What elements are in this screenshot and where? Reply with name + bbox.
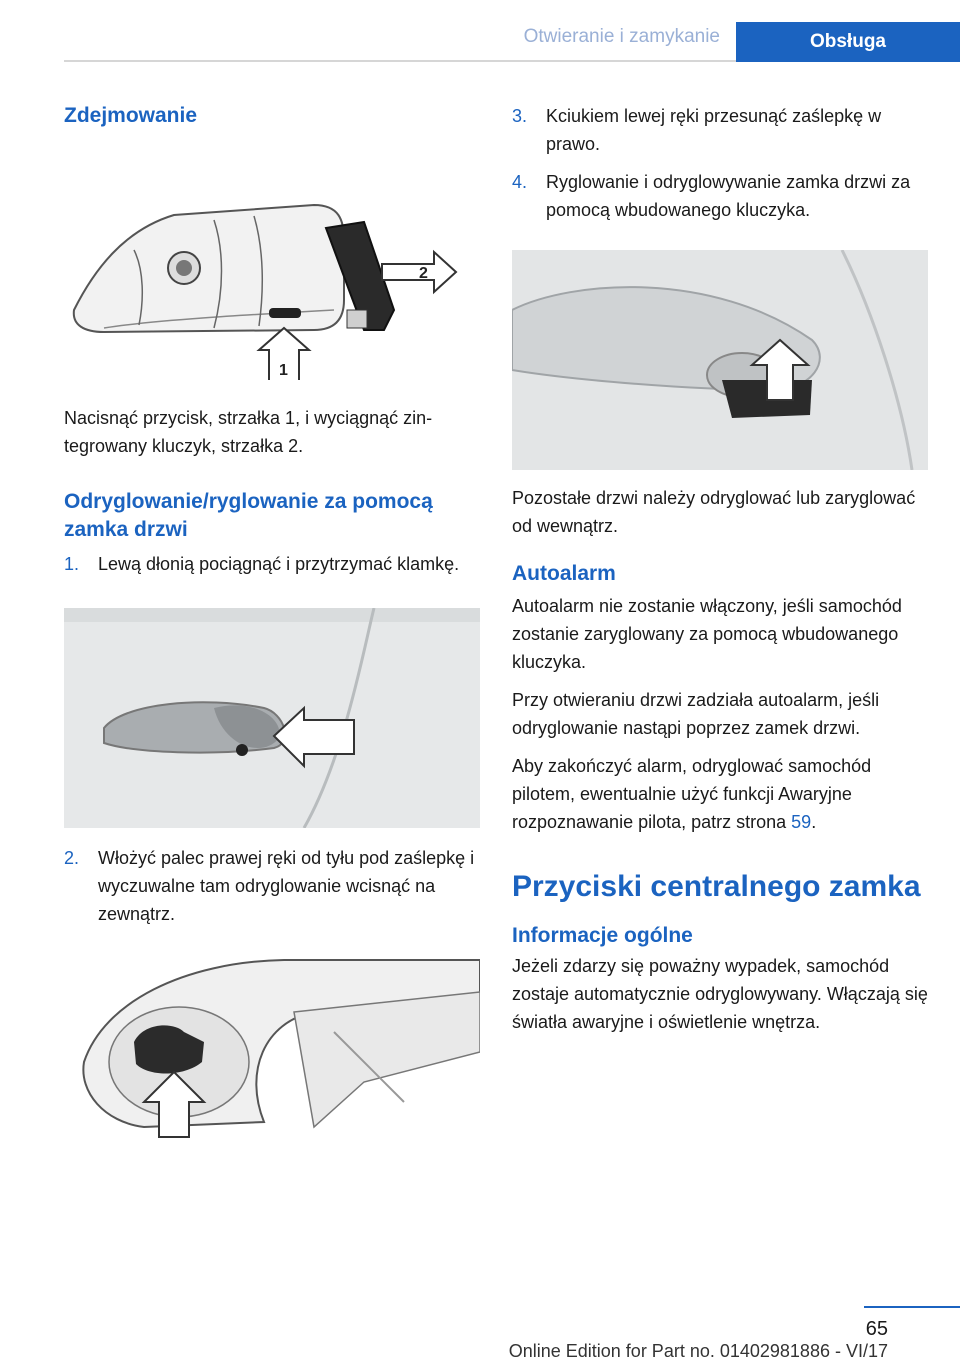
- step-3: [512, 102, 928, 158]
- page-number: 65: [865, 1318, 888, 1340]
- heading-autoalarm: Autoalarm: [512, 562, 616, 585]
- step-3-text: Kciukiem lewej ręki przesunąć zaślepkę w prawo.: [546, 106, 882, 154]
- door-handle-photo: [64, 608, 480, 828]
- step-1-text: Lewą dłonią pociągnąć i przytrzymać klamkę.: [98, 554, 460, 574]
- autoalarm-paragraph-3: [512, 752, 928, 836]
- door-handle-cap-illustration: [64, 952, 480, 1142]
- heading-door-lock: Odryglowanie/ryglowanie za pomocą zamka drzwi: [64, 490, 433, 541]
- heading-general-info: Informacje ogólne: [512, 924, 693, 947]
- heading-central-lock-buttons: Przyciski centralnego zamka: [512, 870, 921, 903]
- footer-rule: [864, 1306, 960, 1308]
- door-lock-key-photo: [512, 250, 928, 470]
- autoalarm-paragraph-3-text: Aby zakończyć alarm, odryglować samochód pilotem, ewentualnie użyć funkcji Awaryjne rozpoznawanie pilota, patrz strona: [512, 756, 872, 832]
- page-reference-link[interactable]: 59: [791, 812, 812, 832]
- fig1-label-2: 2: [419, 265, 428, 282]
- autoalarm-paragraph-3-end: .: [811, 812, 817, 832]
- key-removal-illustration: [64, 160, 480, 380]
- step-2-number: 2.: [64, 848, 80, 868]
- right-column: [512, 100, 928, 1036]
- step-2: [64, 844, 480, 928]
- step-2-text: Włożyć palec prawej ręki od tyłu pod zaślepkę i wyczuwalne tam odryglowanie wcisnąć na zewnątrz.: [98, 848, 475, 924]
- step-1: [64, 550, 480, 578]
- step-1-number: 1.: [64, 554, 80, 574]
- header-tab: Obsługa: [736, 22, 960, 62]
- step-4-text: Ryglowanie i odryglowywanie zamka drzwi za pomocą wbudowanego kluczyka.: [546, 172, 911, 220]
- removal-text: Nacisnąć przycisk, strzałka 1, i wyciągnąć zintegrowany kluczyk, strzałka 2.: [64, 408, 433, 456]
- general-info-text: Jeżeli zdarzy się poważny wypadek, samochód zostaje automatycznie odryglowywany. Włączają się światła awaryjne i oświetlenie wnętrza.: [512, 956, 928, 1032]
- autoalarm-paragraph-2: Przy otwieraniu drzwi zadziała autoalarm, jeśli odryglowanie nastąpi poprzez zamek drzwi.: [512, 690, 880, 738]
- header-section-title: Otwieranie i zamykanie: [523, 26, 720, 47]
- step-4-number: 4.: [512, 172, 528, 192]
- step-4: [512, 168, 928, 224]
- heading-removal: Zdejmowanie: [64, 104, 198, 127]
- footer-edition: Online Edition for Part no. 01402981886 - VI/17: [508, 1341, 888, 1361]
- autoalarm-paragraph-1: Autoalarm nie zostanie włączony, jeśli samochód zostanie zaryglowany za pomocą wbudowanego kluczyka.: [512, 596, 902, 672]
- other-doors-text: Pozostałe drzwi należy odryglować lub zaryglować od wewnątrz.: [512, 488, 916, 536]
- step-3-number: 3.: [512, 106, 528, 126]
- fig1-label-1: 1: [279, 362, 288, 379]
- left-column: [64, 100, 480, 1142]
